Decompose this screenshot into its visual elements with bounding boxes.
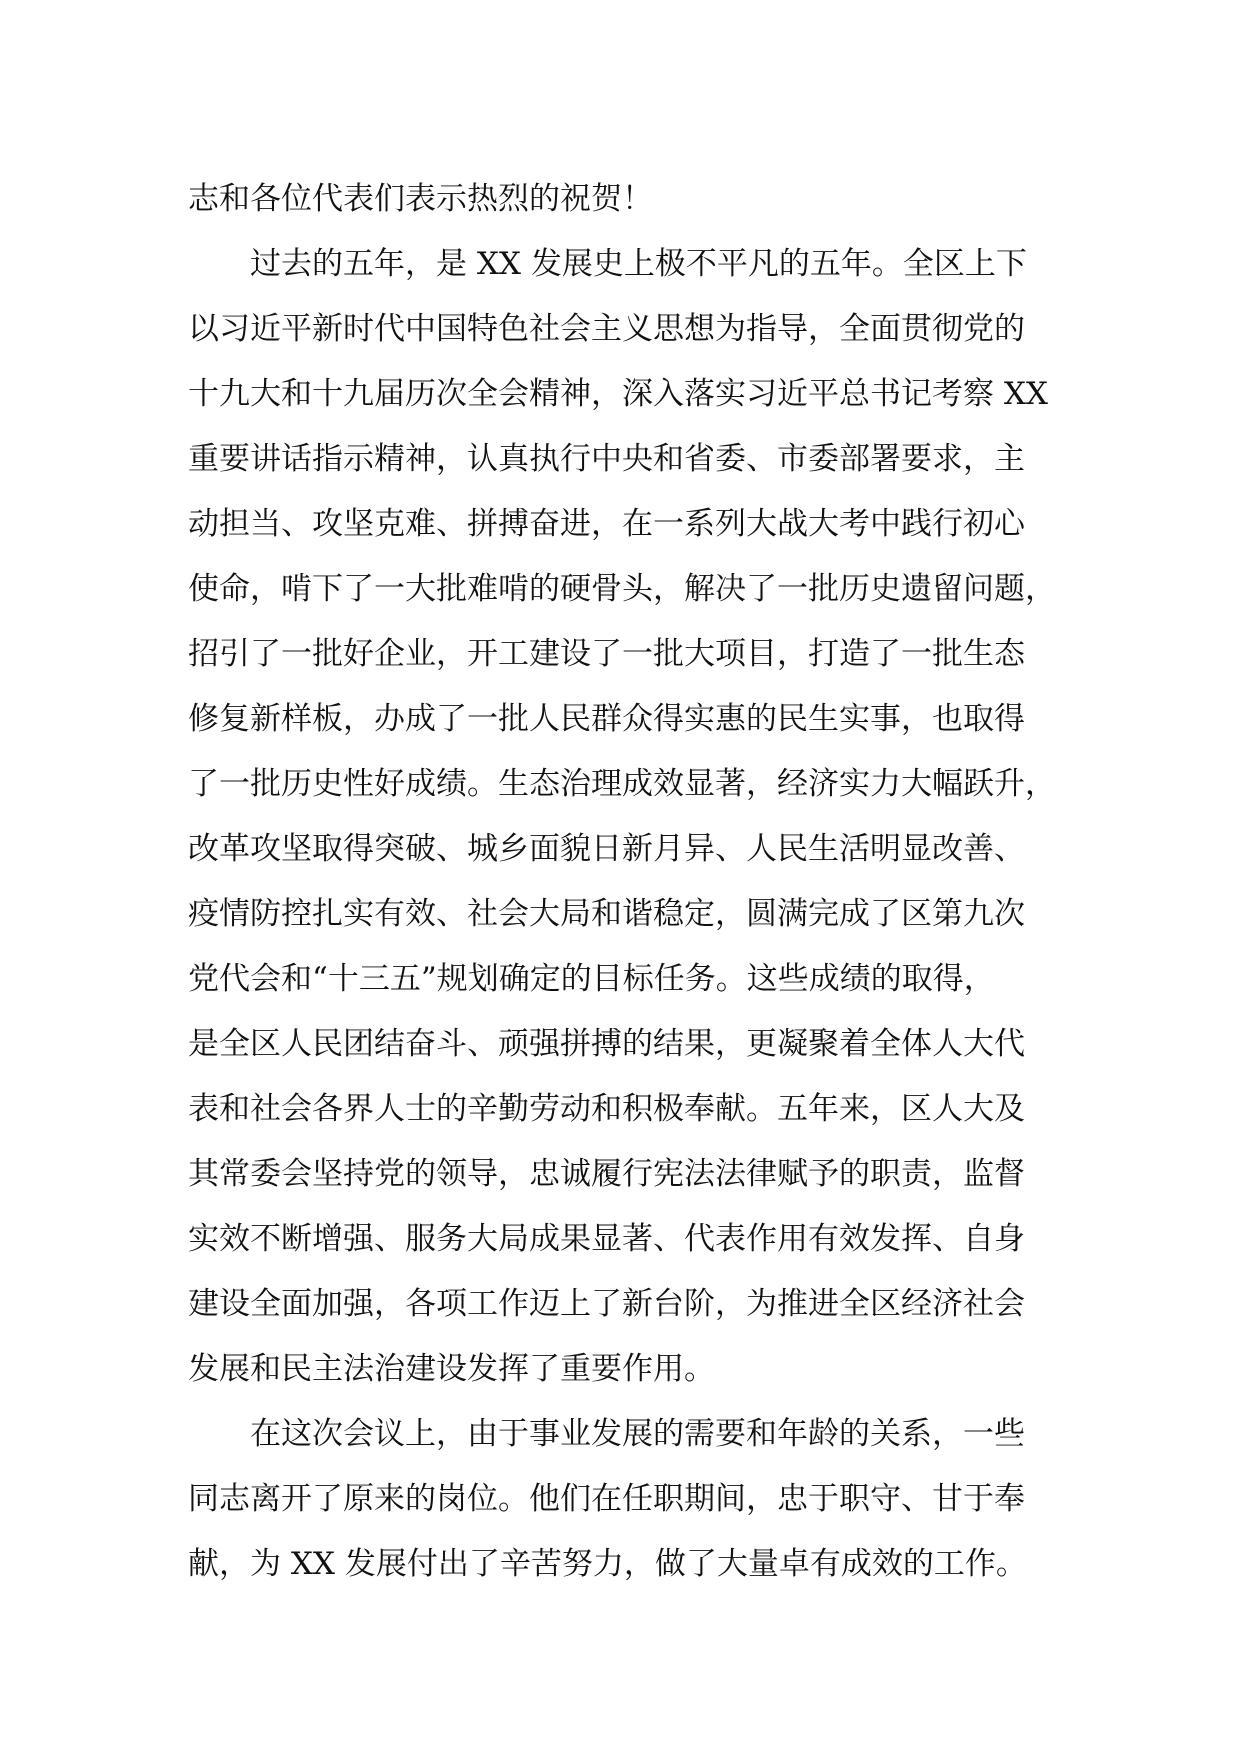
text-line: 改革攻坚取得突破、城乡面貌日新月异、人民生活明显改善、	[188, 831, 1025, 867]
paragraph-2	[188, 232, 1088, 1402]
text-line: 是全区人民团结奋斗、顽强拼搏的结果，更凝聚着全体人大代	[188, 1026, 1025, 1062]
text-line: 献，为 XX 发展付出了辛苦努力，做了大量卓有成效的工作。	[188, 1546, 1027, 1582]
text-line: 志和各位代表们表示热烈的祝贺！	[188, 181, 653, 217]
text-line: 了一批历史性好成绩。生态治理成效显著，经济实力大幅跃升，	[188, 766, 1056, 802]
text-line: 过去的五年，是 XX 发展史上极不平凡的五年。全区上下	[250, 246, 1027, 282]
text-line: 疫情防控扎实有效、社会大局和谐稳定，圆满完成了区第九次	[188, 896, 1025, 932]
text-line: 实效不断增强、服务大局成果显著、代表作用有效发挥、自身	[188, 1221, 1025, 1257]
text-line: 招引了一批好企业，开工建设了一批大项目，打造了一批生态	[188, 636, 1025, 672]
text-line: 以习近平新时代中国特色社会主义思想为指导，全面贯彻党的	[188, 311, 1025, 347]
text-line: 党代会和“十三五”规划确定的目标任务。这些成绩的取得，	[188, 961, 995, 997]
text-line: 建设全面加强，各项工作迈上了新台阶，为推进全区经济社会	[188, 1286, 1025, 1322]
text-line: 表和社会各界人士的辛勤劳动和积极奉献。五年来，区人大及	[188, 1091, 1025, 1127]
text-line: 同志离开了原来的岗位。他们在任职期间，忠于职守、甘于奉	[188, 1481, 1025, 1517]
paragraph-1	[188, 167, 1088, 232]
text-line: 使命，啃下了一大批难啃的硬骨头，解决了一批历史遗留问题，	[188, 571, 1056, 607]
text-line: 修复新样板，办成了一批人民群众得实惠的民生实事，也取得	[188, 701, 1025, 737]
text-line: 其常委会坚持党的领导，忠诚履行宪法法律赋予的职责，监督	[188, 1156, 1025, 1192]
text-line: 发展和民主法治建设发挥了重要作用。	[188, 1351, 715, 1387]
text-line: 重要讲话指示精神，认真执行中央和省委、市委部署要求，主	[188, 441, 1025, 477]
text-line: 在这次会议上，由于事业发展的需要和年龄的关系，一些	[250, 1416, 1025, 1452]
text-line: 十九大和十九届历次全会精神，深入落实习近平总书记考察 XX	[188, 376, 1048, 412]
document-body	[188, 167, 1088, 1597]
paragraph-3	[188, 1402, 1088, 1597]
text-line: 动担当、攻坚克难、拼搏奋进，在一系列大战大考中践行初心	[188, 506, 1025, 542]
